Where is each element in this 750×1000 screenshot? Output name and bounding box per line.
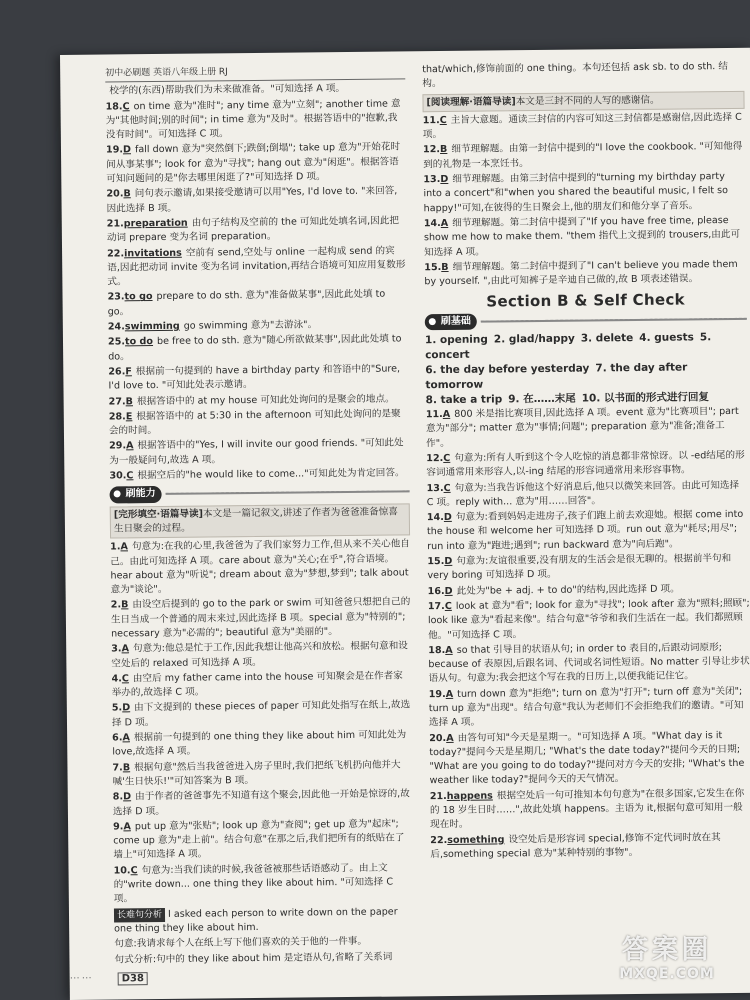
item-explanation: 根据空后的"he would like to come..."可知此处为肯定回答。: [137, 467, 405, 482]
answer-item: [426, 449, 748, 481]
item-answer: C: [439, 114, 447, 126]
cloze-guide-label: [完形填空·语篇导读]: [113, 508, 204, 521]
divider: [166, 491, 410, 496]
item-explanation: put up 意为"张贴"; look up 意为"查阅"; get up 意为"起床"; come up 意为"走上前"。结合句意"在那之后,我们把所有的纸贴在了墙上"可知选择 A 项。: [113, 818, 405, 861]
item-explanation: 800 米是指比赛项目,因此选择 A 项。event 意为"比赛项目"; part 意为"部分"; matter 意为"事情;问题"; preparation 意为"准备;准备工作"。: [425, 405, 739, 449]
item-number: 23.: [107, 291, 125, 303]
item-answer: invitations: [124, 247, 182, 259]
item-answer: B: [121, 599, 129, 611]
item-number: 11.: [425, 409, 443, 421]
answer-item: [107, 288, 407, 320]
choice-answer-list: [426, 405, 750, 863]
answer-item: [111, 596, 411, 642]
item-answer: A: [445, 688, 454, 700]
item-explanation: 主旨大意题。通读三封信的内容可知这三封信都是感谢信,因此选择 C 项。: [422, 111, 742, 141]
reading-guide: [422, 90, 744, 112]
answer-item: [112, 699, 412, 731]
item-explanation: 细节理解题。第二封信中提到了"I can't believe you made them by yourself. ",由此可知裤子是辛迪自己做的,故 B 项表述错误。: [424, 258, 738, 288]
item-number: 27.: [108, 395, 126, 408]
divider: [481, 318, 747, 323]
watermark-line1: 答案圈: [621, 935, 712, 965]
item-answer: A: [442, 408, 451, 421]
answer-item: [113, 788, 413, 820]
item-explanation: 根据句意"然后当我爸爸进入房子里时,我们把纸飞机扔向他并大喊'生日快乐!'"可知答案为 B 项。: [112, 759, 401, 788]
right-column: [422, 60, 750, 864]
item-answer: D: [122, 144, 132, 156]
answer-item: [428, 641, 750, 687]
answer-item: [423, 170, 745, 216]
item-number: 8.: [112, 791, 124, 803]
item-number: 11.: [422, 114, 440, 127]
cloze-guide: [110, 503, 410, 539]
item-number: 21.: [106, 218, 124, 230]
answer-item: [430, 787, 750, 833]
item-answer: swimming: [124, 320, 180, 333]
item-explanation: prepare to do sth. 意为"准备做某事",因此此处填 to go。: [107, 289, 386, 318]
watermark-line2: MXQE.COM: [619, 966, 715, 982]
answer-item: [111, 640, 411, 672]
item-number: 20.: [106, 188, 124, 200]
item-number: 19.: [428, 688, 446, 700]
reading-guide-label: [阅读理解·语篇导读]: [426, 95, 516, 108]
item-number: 30.: [109, 470, 127, 482]
item-answer: D: [123, 791, 132, 803]
item-explanation: 校学的(东西)帮助我们为未来做准备。"可知选择 A 项。: [109, 83, 346, 97]
answer-item: [429, 728, 750, 789]
fill-answer: 3. delete: [580, 332, 634, 345]
basic-badge: 刷基础: [425, 313, 477, 330]
answer-item: [429, 684, 750, 730]
item-explanation: 句意为:所有人听到这个令人吃惊的消息都非常惊讶。以 -ed结尾的形容词通常用来形容人,以-ing 结尾的形容词通常用来形容事物。: [426, 449, 745, 479]
item-answer: C: [126, 470, 134, 482]
item-explanation: 根据答语中的 at my house 可知此处询问的是聚会的地点。: [136, 393, 395, 407]
item-explanation: go swimming 意为"去游泳"。: [183, 319, 318, 332]
item-explanation: 根据答语中的 at 5:30 in the afternoon 可知此处询问的是聚会的时间。: [108, 408, 401, 437]
item-answer: A: [126, 440, 134, 452]
item-number: 13.: [426, 482, 444, 494]
item-number: 14.: [423, 217, 441, 230]
item-number: 28.: [108, 411, 126, 423]
fill-answer: 10. 以书面的形式进行回复: [581, 391, 709, 405]
item-answer: A: [440, 217, 449, 229]
book-page: [60, 48, 750, 1000]
item-explanation: turn down 意为"拒绝"; turn on 意为"打开"; turn off 意为"关闭"; turn up 意为"出现"。结合句意"我认为老师们不会拒绝我们的邀请。"可知选择 A 项。: [428, 685, 744, 729]
item-number: 22.: [107, 247, 125, 260]
item-explanation: 由空后 my father came into the house 可知聚会是在作者家举办的,故选择 C 项。: [111, 670, 403, 699]
fill-answer: 5. concert: [425, 331, 712, 362]
item-number: 10.: [113, 865, 131, 877]
item-answer: B: [441, 261, 449, 273]
long-sentence-structure: 句式分析:句中的 they like about him 是定语从句,省略了关系词: [114, 951, 393, 965]
item-answer: D: [122, 702, 131, 714]
item-number: 9.: [113, 821, 124, 833]
item-answer: B: [122, 761, 131, 774]
item-answer: A: [121, 643, 130, 655]
answer-item: [105, 97, 405, 143]
fill-answer: 4. guests: [639, 331, 694, 344]
item-explanation: be free to do sth. 意为"随心所欲做某事",因此此处填 to do。: [108, 333, 402, 363]
item-explanation: 细节理解题。由第一封信中提到的"I love the cookbook. "可知他得到的礼物是一本烹饪书。: [423, 141, 743, 170]
item-number: 14.: [426, 512, 444, 524]
item-answer: C: [443, 482, 451, 494]
item-explanation: on time 意为"准时"; any time 意为"立刻"; another time 意为"其他时间;别的时间"; in time 意为"及时"。根据答语中的"抱歉,我没有时间"。可知选择 C 项。: [105, 98, 401, 141]
item-answer: B: [123, 188, 131, 200]
item-answer: D: [440, 174, 449, 186]
item-explanation: 此处为"be + adj. + to do"的结构,因此选择 D 项。: [456, 583, 680, 597]
item-answer: B: [439, 144, 448, 156]
answer-item: [426, 478, 748, 510]
answer-item: [106, 141, 406, 187]
answer-item: [426, 405, 748, 451]
item-explanation: 由答句可知"今天是星期一。"可知选择 A 项。"What day is it today?"提问今天是星期几; "What's the date today?"提问今天的日期; "What are you going to do today?"提问对方今天的安排; "What's the weather like today?"提问今天的天气情况。: [429, 729, 745, 787]
item-answer: preparation: [123, 217, 188, 230]
item-explanation: 句意为:当我告诉他这个好消息后,他只以微笑来回答。由此可知选择 C 项。reply with... 意为"用……回答"。: [426, 479, 740, 509]
item-number: 7.: [112, 762, 123, 774]
item-explanation: 句意为:在我的心里,我爸爸为了我们家努力工作,但从来不关心他自己。由此可知选择 A 项。care about 意为"关心;在乎",符合语境。hear about 意为"听说"; dream about 意为"梦想,梦到"; talk about 意为"谈论"。: [110, 538, 410, 596]
cloze-answer-list: [110, 538, 414, 908]
item-answer: A: [446, 732, 454, 744]
fill-in-answers: [425, 330, 748, 408]
fill-answer: 9. 在……末尾: [508, 392, 576, 406]
answer-item: [108, 362, 408, 394]
answer-item: [112, 728, 412, 760]
long-sentence-translation: 句意:我请求每个人在纸上写下他们喜欢的关于他的一件事。: [114, 936, 368, 950]
item-explanation: 根据答语中的"Yes, I will invite our good friends. "可知此处为一般疑问句,故选 A 项。: [109, 437, 404, 467]
answer-item: [106, 185, 406, 217]
item-number: 4.: [111, 673, 122, 685]
item-answer: happens: [446, 790, 493, 802]
item-number: 12.: [426, 452, 444, 465]
answer-item: [107, 244, 407, 290]
fill-answer: 7. the day after tomorrow: [425, 361, 688, 392]
item-number: 22.: [430, 834, 448, 846]
page-number: D38: [118, 972, 148, 985]
item-answer: D: [444, 585, 453, 597]
answer-item: [112, 758, 412, 790]
long-sentence-label: 长难句分析: [114, 908, 165, 923]
item-explanation: 由于作者的爸爸事先不知道有这个聚会,因此他一开始是惊讶的,故选择 D 项。: [112, 788, 410, 818]
fill-answer: 8. take a trip: [425, 393, 503, 407]
item-number: 20.: [429, 732, 447, 744]
answer-item: [111, 669, 411, 701]
item-number: 18.: [428, 644, 446, 656]
item-number: 3.: [111, 643, 122, 655]
item-number: 12.: [422, 144, 441, 156]
answer-item: [424, 258, 746, 290]
item-explanation: 问句表示邀请,如果接受邀请可以用"Yes, I'd love to. "来回答,因此选择 B 项。: [106, 185, 398, 215]
item-number: 13.: [423, 174, 441, 186]
item-answer: A: [122, 732, 130, 744]
cloze-guide-text: 本文是一篇记叙文,讲述了作者为爸爸准备惊喜生日聚会的过程。: [113, 506, 398, 535]
item-answer: something: [447, 834, 505, 846]
answer-item: [428, 597, 750, 643]
item-answer: to do: [124, 336, 154, 348]
item-answer: C: [121, 673, 129, 685]
answer-item: [427, 552, 749, 584]
item-explanation: 句意为:当我们读的时候,我爸爸被那些话语感动了。由上文的"write down... one thing they like about him. "可知选择 C 项。: [113, 862, 394, 905]
answer-item: [109, 407, 409, 439]
item-answer: C: [122, 100, 130, 112]
item-number: 18.: [105, 100, 123, 113]
answer-item: [430, 830, 750, 862]
item-explanation: 空前有 send,空处与 online 一起构成 send 的宾语,因此把动词 invite 变为名词 invitation,再结合语境可知应用复数形式。: [107, 245, 406, 288]
page-dots: ⋯⋯: [69, 972, 94, 984]
left-answer-list: [105, 82, 409, 484]
ability-section-heading: [110, 484, 410, 503]
answer-item: [110, 538, 411, 598]
item-explanation: look at 意为"看"; look for 意为"寻找"; look after 意为"照料;照顾"; look like 意为"看起来像"。结合句意"爷爷和我们生活在一起。我们都照顾他。"可知选择 C 项。: [427, 597, 750, 641]
basic-section-heading: [425, 311, 747, 331]
answer-item: [109, 466, 409, 483]
fill-answer-row: [425, 360, 747, 393]
item-explanation: 根据前一句提到的 one thing they like about him 可知此处为 love,故选择 A 项。: [112, 729, 407, 758]
fill-answer: 6. the day before yesterday: [425, 362, 590, 377]
item-number: 25.: [107, 336, 126, 348]
item-number: 17.: [427, 600, 445, 613]
continued-text: that/which,修饰前面的 one thing。本句还包括 ask sb. to do sth. 结构。: [422, 61, 729, 90]
item-answer: B: [125, 395, 134, 407]
item-explanation: 根据空处后一句可推知本句句意为"在很多国家,它发生在你的 18 岁生日时……",故此处填 happens。主语为 it,根据句意可知用一般现在时。: [429, 787, 745, 831]
item-number: 29.: [109, 440, 127, 452]
item-number: 16.: [427, 585, 445, 597]
item-explanation: 句意为:他总是忙于工作,因此我想让他高兴和放松。根据句意和设空处后的 relaxed 可知选择 A 项。: [111, 640, 408, 670]
item-explanation: 由下文提到的 these pieces of paper 可知此处指写在纸上,故选择 D 项。: [111, 699, 411, 729]
item-explanation: fall down 意为"突然倒下;跌倒;倒塌"; take up 意为"开始花时间从事某事"; look for 意为"寻找"; hang out 意为"闲逛"。根据答语可知问题问的是"你去哪里闲逛了?"可知选择 D 项。: [106, 141, 401, 185]
item-answer: C: [443, 452, 451, 464]
answer-item: [113, 861, 413, 907]
section-title: Section B & Self Check: [486, 290, 685, 312]
answer-item: [107, 214, 407, 246]
long-sentence-text: I asked each person to write down on the paper one thing they like about him.: [114, 906, 398, 935]
item-number: 1.: [110, 541, 121, 553]
answer-item: [424, 214, 746, 260]
item-number: 21.: [429, 790, 447, 802]
item-number: 5.: [111, 702, 123, 714]
item-answer: E: [125, 411, 133, 423]
item-answer: to go: [124, 291, 153, 303]
fill-answer: 2. glad/happy: [493, 332, 575, 346]
fill-answer-row: [425, 330, 747, 363]
item-answer: F: [125, 366, 132, 378]
left-column: [105, 63, 414, 968]
item-explanation: 细节理解题。由第三封信中提到的"turning my birthday party into a concert"和"when you shared the beautiful music, I felt so happy!"可知,在彼得的生日聚会上,他的朋友们和他分享了音乐。: [423, 171, 729, 214]
item-explanation: 根据前一句提到的 have a birthday party 和答语中的"Sure, I'd love to. "可知此处表示邀请。: [108, 363, 401, 392]
answer-item: [113, 817, 413, 863]
item-explanation: so that 引导目的状语从句; in order to 表目的,后跟动词原形; because of 表原因,后跟名词、代词或名词性短语。No matter 引导让步状语从句。句意为:我会把这个写在我的日历上,以便我能记住它。: [428, 641, 750, 685]
item-number: 24.: [107, 321, 125, 333]
reading-guide-text: 本文是三封不同的人写的感谢信。: [515, 94, 660, 107]
watermark-logo: [602, 929, 732, 982]
item-answer: D: [444, 555, 453, 568]
item-explanation: 由设空后提到的 go to the park or swim 可知爸爸只想把自己的生日当成一个普通的周末来过,因此选择 B 项。special 意为"特别的"; necessary 意为"必需的"; beautiful 意为"美丽的"。: [110, 596, 411, 640]
item-explanation: 句意为:看到妈妈走进房子,孩子们跑上前去欢迎她。根据 come into the house 和 welcome her 可知选择 D 项。run out 意为"耗尽;用尽"; run into 意为"跑进;遇到"; run backward 意为"向后跑"。: [426, 508, 744, 552]
item-answer: A: [445, 644, 453, 656]
ability-badge: 刷能力: [110, 486, 162, 503]
item-answer: C: [130, 864, 138, 877]
item-answer: A: [120, 541, 128, 553]
page-header: 初中必刷题 英语八年级上册 RJ: [105, 63, 405, 82]
item-number: 19.: [105, 144, 124, 157]
item-explanation: 设空处后是形容词 special,修饰不定代词时放在其后,something special 意为"某种特别的事物"。: [430, 831, 721, 861]
item-number: 15.: [427, 556, 445, 568]
long-sentence-analysis: [114, 905, 414, 937]
answer-item: [109, 437, 409, 469]
item-number: 2.: [110, 599, 122, 611]
answer-item: [108, 333, 408, 365]
answer-item: [423, 111, 745, 143]
item-answer: A: [123, 821, 131, 833]
item-number: 6.: [112, 732, 123, 744]
item-answer: D: [443, 512, 452, 524]
answer-item: [427, 508, 749, 554]
item-number: 26.: [108, 366, 126, 378]
item-explanation: 由句子结构及空前的 the 可知此处填名词,因此把动词 prepare 变为名词 preparation。: [106, 215, 399, 244]
item-explanation: 细节理解题。第二封信中提到了"If you have free time, please show me how to make them. "them 指代上文提到的 trousers,由此可知选择 A 项。: [423, 214, 741, 258]
fill-answer: 1. opening: [424, 333, 488, 347]
item-answer: C: [444, 600, 452, 612]
answer-item: [423, 140, 745, 172]
item-explanation: 句意为:友谊很重要,没有朋友的生活会是很无聊的。根据前半句和 very boring 可知选择 D 项。: [427, 553, 732, 582]
reading-answer-list: [423, 111, 747, 290]
item-number: 15.: [424, 261, 442, 274]
